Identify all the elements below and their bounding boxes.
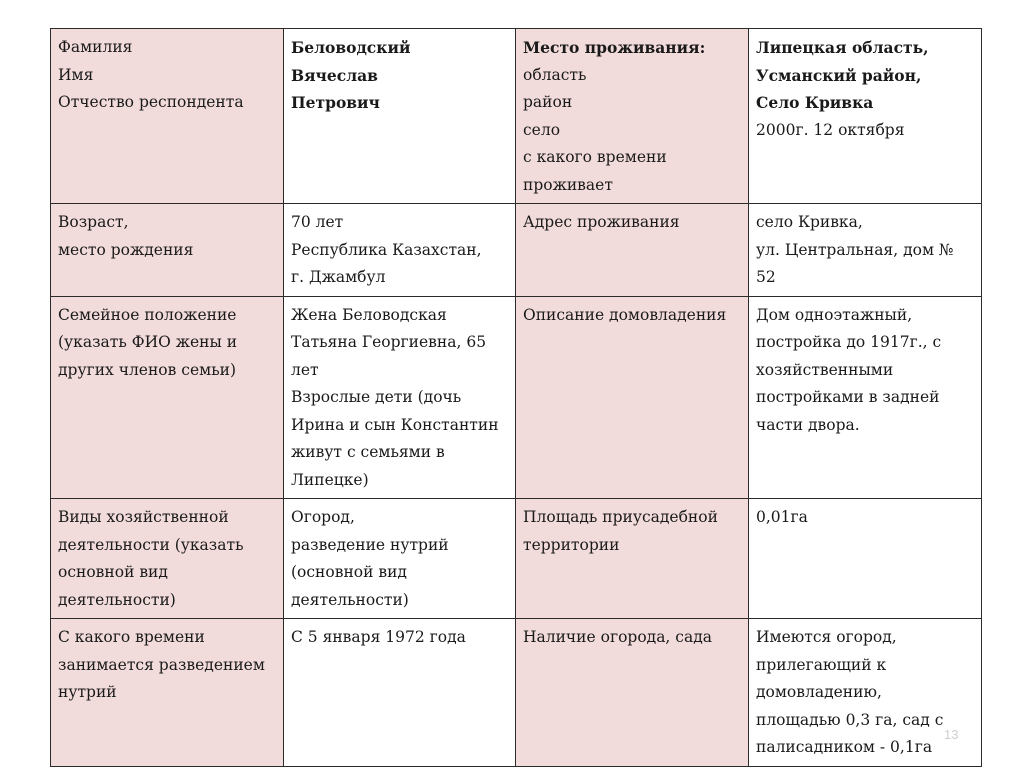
cell-household-value: Дом одноэтажный, постройка до 1917г., с хозяйственными постройками в задней части двора.: [749, 296, 982, 499]
table-row: [51, 296, 982, 499]
cell-activity-value: Огород, разведение нутрий (основной вид деятельности): [284, 499, 516, 619]
table-row: [51, 204, 982, 297]
cell-garden-value: Имеются огород, прилегающий к домовладению, площадью 0,3 га, сад с палисадником - 0,1га: [749, 619, 982, 767]
cell-family-value: Жена Беловодская Татьяна Георгиевна, 65 лет Взрослые дети (дочь Ирина и сын Константин живут с семьями в Липецке): [284, 296, 516, 499]
cell-since-value: С 5 января 1972 года: [284, 619, 516, 767]
cell-garden-label: Наличие огорода, сада: [516, 619, 749, 767]
cell-residence-label: Место проживания: область район село с какого времени проживает: [516, 29, 749, 204]
cell-respondent-name-label: Фамилия Имя Отчество респондента: [51, 29, 284, 204]
cell-since-label: С какого времени занимается разведением нутрий: [51, 619, 284, 767]
cell-age-value: 70 лет Республика Казахстан, г. Джамбул: [284, 204, 516, 297]
cell-plot-area-value: 0,01га: [749, 499, 982, 619]
cell-respondent-name-value: Беловодский Вячеслав Петрович: [284, 29, 516, 204]
cell-address-label: Адрес проживания: [516, 204, 749, 297]
page-number: 13: [944, 727, 959, 742]
table-row: [51, 619, 982, 767]
cell-household-label: Описание домовладения: [516, 296, 749, 499]
table-row: [51, 499, 982, 619]
cell-age-label: Возраст, место рождения: [51, 204, 284, 297]
table-row: [51, 29, 982, 204]
cell-activity-label: Виды хозяйственной деятельности (указать основной вид деятельности): [51, 499, 284, 619]
cell-address-value: село Кривка, ул. Центральная, дом № 52: [749, 204, 982, 297]
respondent-info-table: [50, 28, 982, 767]
cell-plot-area-label: Площадь приусадебной территории: [516, 499, 749, 619]
cell-residence-value: Липецкая область, Усманский район, Село Кривка 2000г. 12 октября: [749, 29, 982, 204]
cell-family-label: Семейное положение (указать ФИО жены и других членов семьи): [51, 296, 284, 499]
